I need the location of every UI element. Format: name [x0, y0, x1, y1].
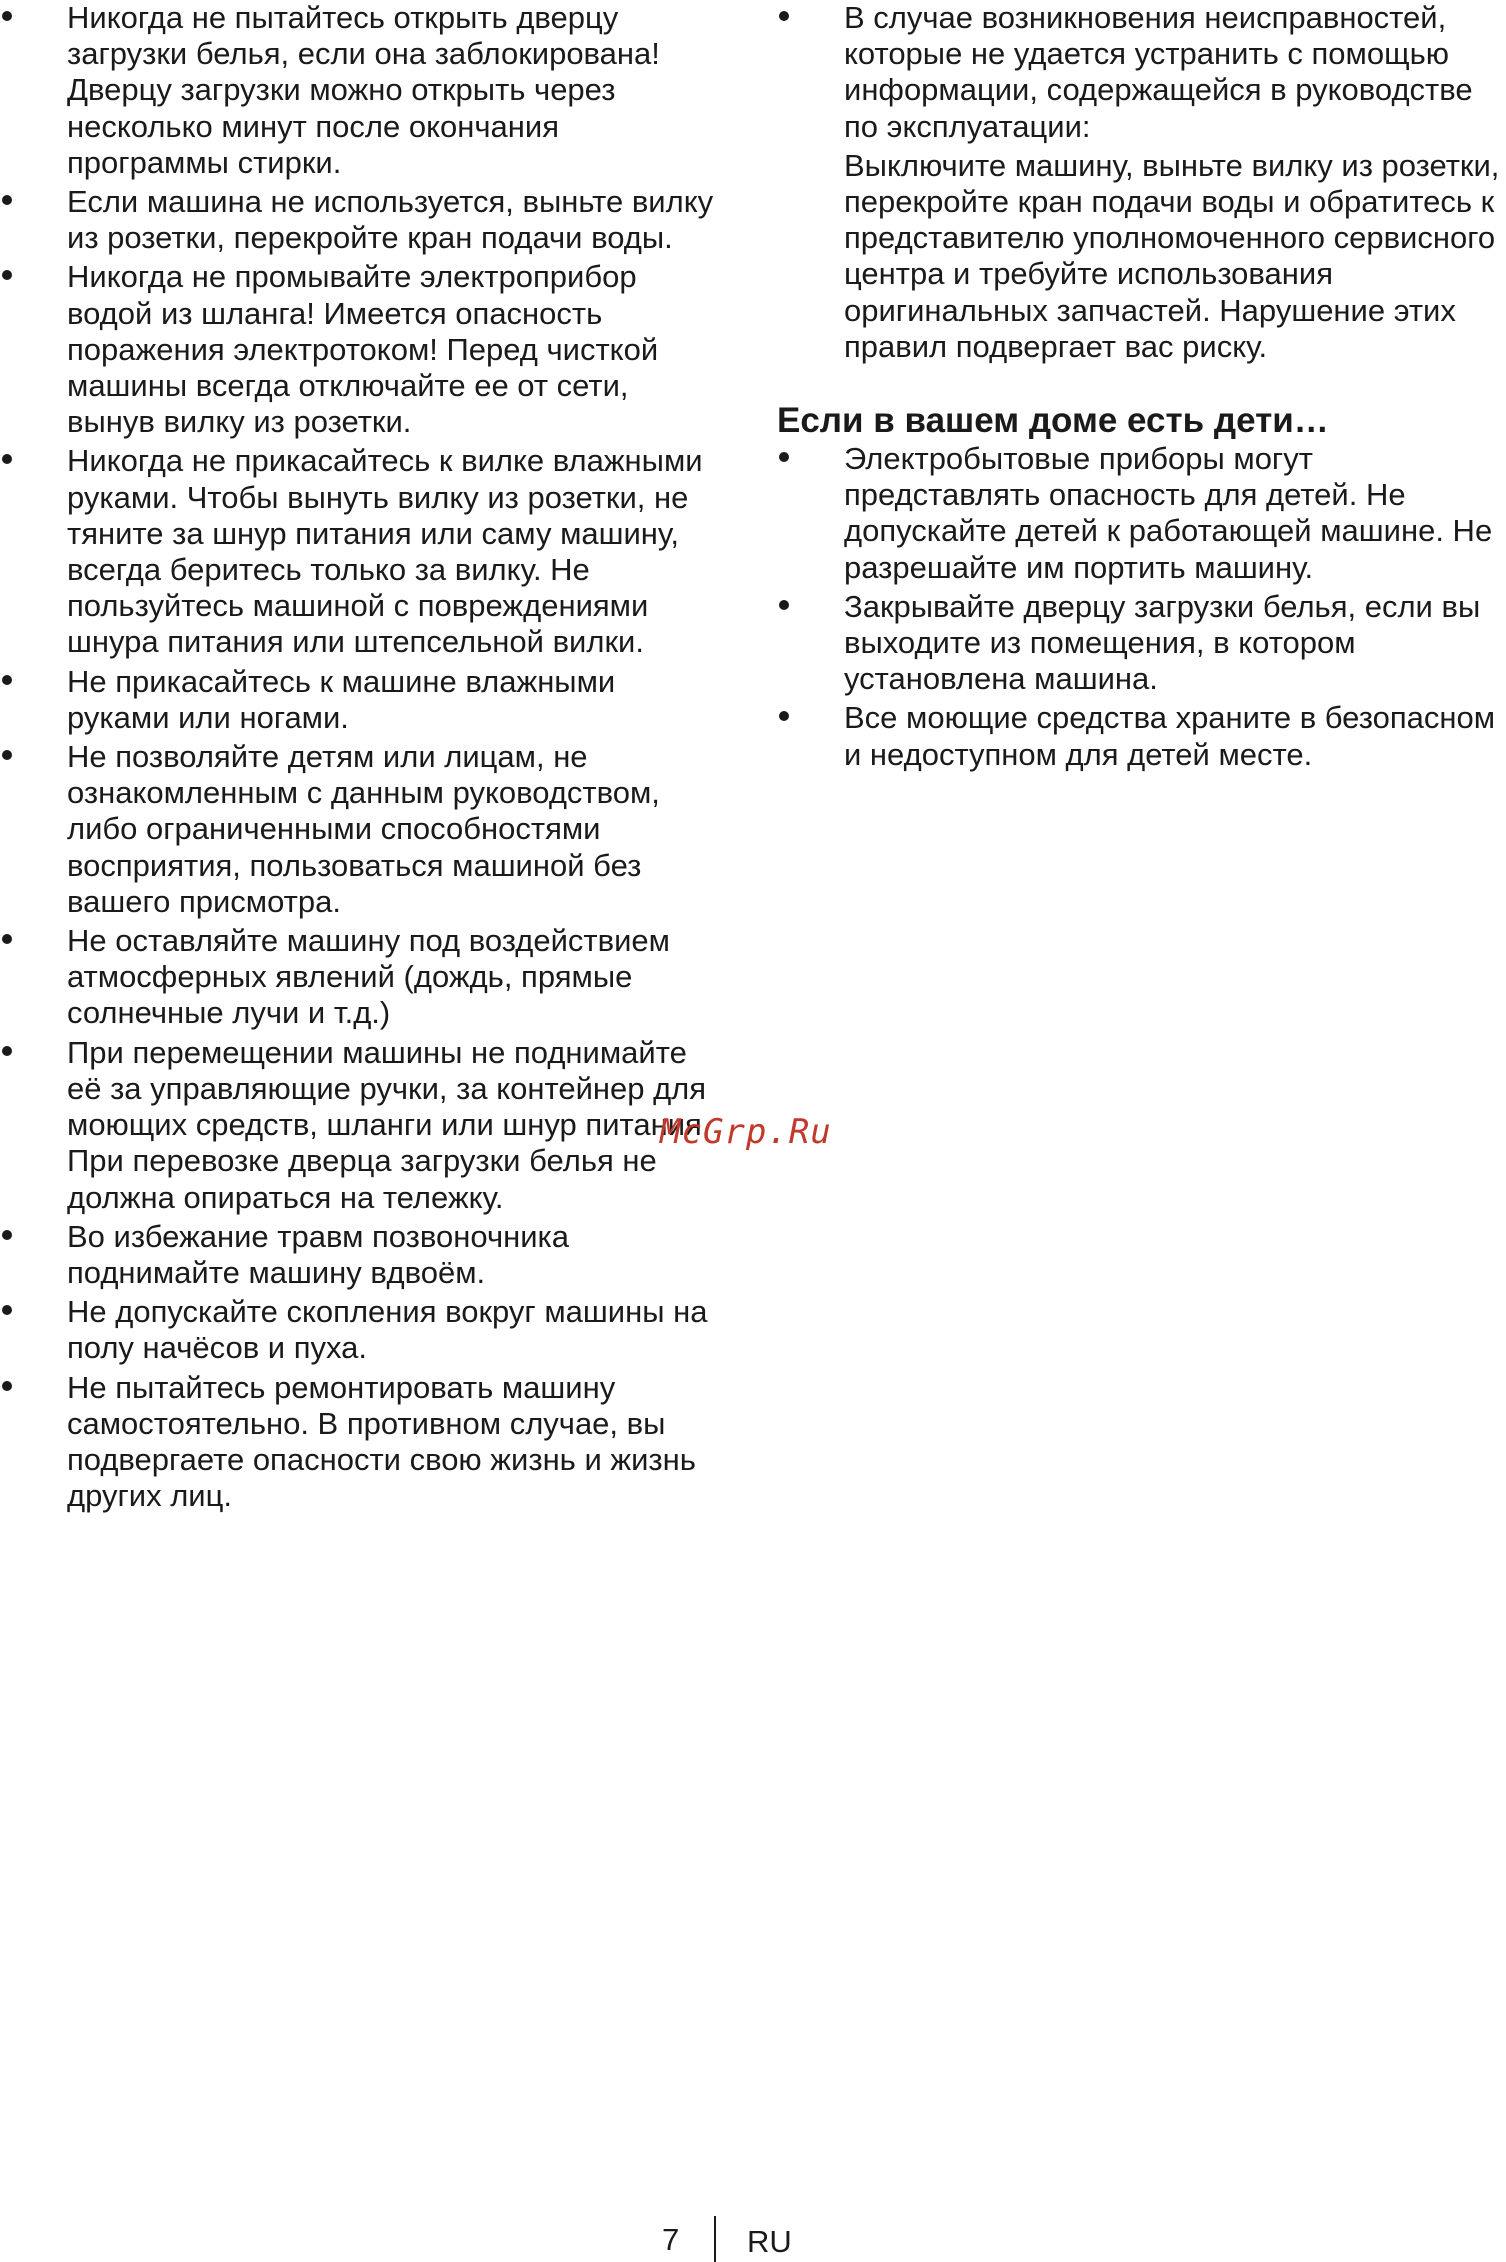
- list-item: [0, 443, 720, 660]
- right-top-bullet-list: [777, 0, 1506, 365]
- list-item: [0, 664, 720, 736]
- bullet-icon: [779, 711, 789, 721]
- list-item: [777, 0, 1506, 365]
- bullet-icon: [779, 11, 789, 21]
- list-item-text: В случае возникновения неисправностей, которые не удается устранить с помощью информации, содержащейся в руководстве по эксплуатации:: [844, 0, 1473, 144]
- list-item-text: Не оставляйте машину под воздействием атмосферных явлений (дождь, прямые солнечные лучи и т.д.): [67, 923, 670, 1031]
- list-item-text: Если машина не используется, выньте вилку из розетки, перекройте кран подачи воды.: [67, 184, 714, 256]
- list-item-text: Никогда не промывайте электроприбор водой из шланга! Имеется опасность поражения электротоком! Перед чисткой машины всегда отключайте ее от сети, вынув вилку из розетки.: [67, 259, 659, 440]
- list-item-text: Во избежание травм позвоночника поднимайте машину вдвоём.: [67, 1218, 570, 1290]
- language-code: RU: [747, 2224, 792, 2259]
- list-item-text: Электробытовые приборы могут представлять опасность для детей. Не допускайте детей к работающей машине. Не разрешайте им портить машину.: [844, 441, 1493, 585]
- list-item: [0, 739, 720, 920]
- bullet-icon: [2, 454, 12, 464]
- list-item: [0, 923, 720, 1032]
- page-footer: [0, 2222, 1506, 2262]
- list-item: [0, 1219, 720, 1291]
- left-bullet-list: [0, 0, 720, 1514]
- list-item: [0, 0, 720, 181]
- bullet-icon: [2, 750, 12, 760]
- bullet-icon: [2, 1230, 12, 1240]
- section-heading-children: Если в вашем доме есть дети…: [777, 401, 1329, 441]
- bullet-icon: [2, 1305, 12, 1315]
- footer-divider: [714, 2216, 716, 2262]
- bullet-icon: [2, 195, 12, 205]
- bullet-icon: [2, 1381, 12, 1391]
- list-item-text: Никогда не пытайтесь открыть дверцу загрузки белья, если она заблокирована! Дверцу загрузки можно открыть через несколько минут после окончания программы стирки.: [67, 0, 660, 180]
- watermark: McGrp.Ru: [660, 1112, 832, 1152]
- right-column: [777, 0, 1506, 776]
- list-item-text: Не допускайте скопления вокруг машины на полу начёсов и пуха.: [67, 1294, 708, 1366]
- bullet-icon: [2, 270, 12, 280]
- bullet-icon: [779, 600, 789, 610]
- list-item: [0, 1294, 720, 1366]
- bullet-icon: [779, 452, 789, 462]
- list-item-text: Не позволяйте детям или лицам, не ознакомленным с данным руководством, либо ограниченными способностями восприятия, пользоваться машиной без вашего присмотра.: [67, 739, 660, 919]
- list-item-text: Не прикасайтесь к машине влажными руками или ногами.: [67, 663, 616, 735]
- bullet-icon: [2, 11, 12, 21]
- list-item-paragraph: Выключите машину, выньте вилку из розетки, перекройте кран подачи воды и обратитесь к представителю уполномоченного сервисного центра и требуйте использования оригинальных запчастей. Нарушение этих правил подвергает вас риску.: [844, 147, 1500, 364]
- children-bullet-list: [777, 441, 1506, 773]
- bullet-icon: [2, 675, 12, 685]
- bullet-icon: [2, 1046, 12, 1056]
- list-item-text: Никогда не прикасайтесь к вилке влажными руками. Чтобы вынуть вилку из розетки, не тяните за шнур питания или саму машину, всегда беритесь только за вилку. Не пользуйтесь машиной с повреждениями шнура питания или штепсельной вилки.: [67, 443, 703, 660]
- list-item-text: При перемещении машины не поднимайте её за управляющие ручки, за контейнер для моющих средств, шланги или шнур питания. При перевозке дверца загрузки белья не должна опираться на тележку.: [67, 1034, 711, 1215]
- list-item: [0, 1370, 720, 1515]
- list-item: [777, 700, 1506, 772]
- list-item: [0, 1035, 720, 1216]
- page-number: 7: [662, 2222, 680, 2257]
- list-item: [0, 184, 720, 256]
- left-column: [0, 0, 720, 1517]
- list-item: [777, 589, 1506, 698]
- bullet-icon: [2, 934, 12, 944]
- list-item: [0, 259, 720, 440]
- list-item-text: Закрывайте дверцу загрузки белья, если вы выходите из помещения, в котором установлена машина.: [844, 588, 1481, 697]
- list-item: [777, 441, 1506, 586]
- list-item-text: Все моющие средства храните в безопасном и недоступном для детей месте.: [844, 700, 1496, 772]
- list-item-text: Не пытайтесь ремонтировать машину самостоятельно. В противном случае, вы подвергаете опасности свою жизнь и жизнь других лиц.: [67, 1369, 696, 1514]
